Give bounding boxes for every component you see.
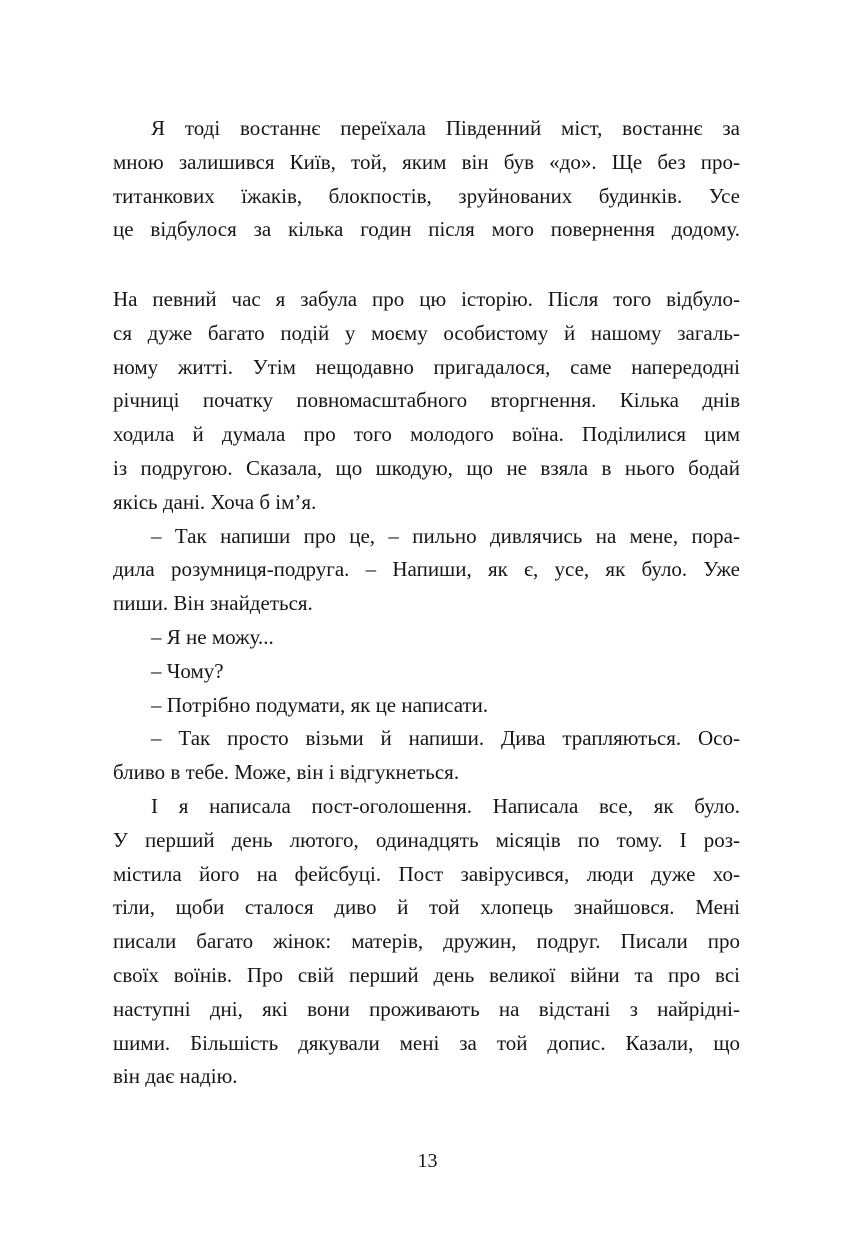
text-line: титанкових їжаків, блокпостів, зруйнованих будинків. Усе <box>113 183 740 208</box>
dialogue-line: бливо в тебе. Може, він і відгукнеться. <box>113 760 460 785</box>
text-line: І я написала пост-оголошення. Написала все, як було. <box>151 793 740 818</box>
text-line: річниці початку повномасштабного вторгнення. Кілька днів <box>113 388 740 413</box>
text-line: якісь дані. Хоча б ім’я. <box>113 489 317 514</box>
text-line: У перший день лютого, одинадцять місяців по тому. І роз- <box>113 827 740 852</box>
text-line: із подругою. Сказала, що шкодую, що не взяла в нього бодай <box>113 455 740 480</box>
text-line: це відбулося за кілька годин після мого повернення додому. <box>113 217 740 242</box>
text-line: На певний час я забула про цю історію. Після того відбуло- <box>113 287 740 311</box>
text-line: своїх воїнів. Про свій перший день великої війни та про всі <box>113 962 740 987</box>
text-line: він дає надію. <box>113 1064 238 1089</box>
dialogue-line: – Так просто візьми й напиши. Дива трапляються. Осо- <box>151 726 740 751</box>
text-line: писали багато жінок: матерів, дружин, подруг. Писали про <box>113 929 740 954</box>
dialogue-line: пиши. Він знайдеться. <box>113 591 313 616</box>
text-line: Я тоді востаннє переїхала Південний міст, востаннє за <box>151 116 740 140</box>
text-line: мною залишився Київ, той, яким він був «до». Ще без про- <box>113 149 740 174</box>
dialogue-line: дила розумниця-подруга. – Напиши, як є, усе, як було. Уже <box>113 557 740 582</box>
dialogue-line: – Так напиши про це, – пильно дивлячись на мене, пора- <box>151 523 740 548</box>
opening-paragraph <box>113 112 740 247</box>
dialogue-line: – Чому? <box>151 658 224 683</box>
page-number: 13 <box>417 1150 438 1172</box>
text-line: ходила й думала про того молодого воїна. Поділилися цим <box>113 422 740 447</box>
main-text <box>113 283 740 1094</box>
text-line: містила його на фейсбуці. Пост завірусився, люди дуже хо- <box>113 861 740 886</box>
dialogue-line: – Потрібно подумати, як це написати. <box>151 692 489 717</box>
text-line: тіли, щоби сталося диво й той хлопець знайшовся. Мені <box>113 895 740 920</box>
dialogue-line: – Я не можу... <box>151 624 274 649</box>
text-line: ному житті. Утім нещодавно пригадалося, саме напередодні <box>113 354 740 379</box>
text-line: шими. Більшість дякували мені за той допис. Казали, що <box>113 1030 740 1055</box>
text-line: наступні дні, які вони проживають на відстані з найрідні- <box>113 996 740 1021</box>
text-line: ся дуже багато подій у моєму особистому й нашому загаль- <box>113 320 740 345</box>
